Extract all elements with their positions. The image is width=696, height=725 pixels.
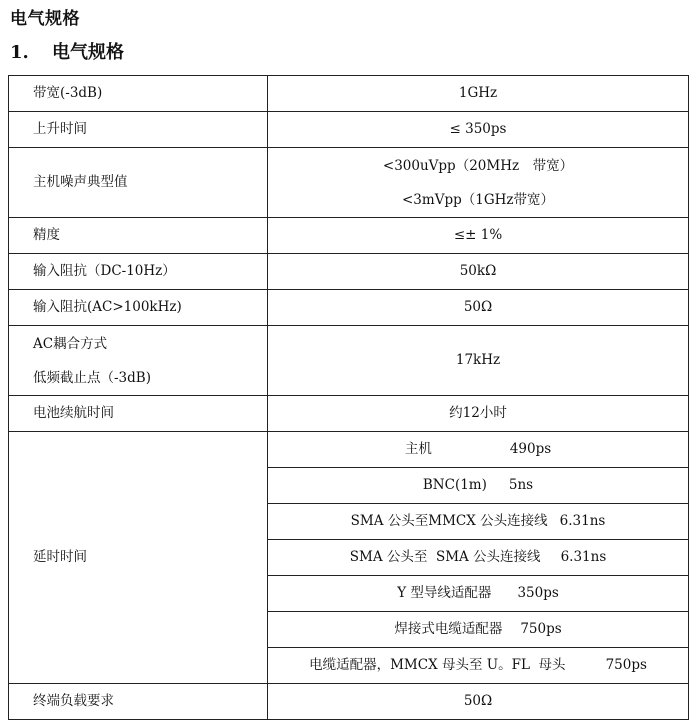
table-row: [9, 684, 689, 720]
delay-item-value: 6.31ns: [560, 549, 607, 565]
delay-item-value: 490ps: [509, 441, 552, 457]
delay-item: [268, 504, 689, 540]
delay-item: [268, 612, 689, 648]
table-row: [9, 254, 689, 290]
noise-value-20mhz: <300uVpp（20MHz 带宽）: [382, 157, 574, 174]
delay-item-name: 电缆适配器，MMCX 母头至 U。FL 母头: [309, 657, 566, 673]
row-label: 主机噪声典型值: [9, 148, 268, 218]
row-value: ≤ 350ps: [268, 112, 689, 148]
noise-value-1ghz: <3mVpp（1GHz带宽）: [402, 191, 554, 208]
delay-item-name: Y 型导线适配器: [397, 585, 492, 601]
delay-item: [268, 648, 689, 684]
section-title: 电气规格: [52, 42, 124, 63]
delay-item-name: 焊接式电缆适配器: [394, 621, 503, 637]
delay-item-name: SMA 公头至MMCX 公头连接线: [350, 513, 548, 529]
row-label: 电池续航时间: [9, 396, 268, 432]
delay-item-value: 750ps: [605, 657, 647, 673]
delay-label: 延时时间: [9, 432, 268, 684]
table-row: [9, 432, 689, 468]
delay-item-name: BNC(1m): [422, 477, 487, 493]
row-value: [268, 148, 689, 218]
spec-table: [8, 75, 689, 720]
row-value: 约12小时: [268, 396, 689, 432]
row-label: 上升时间: [9, 112, 268, 148]
delay-item-name: SMA 公头至 SMA 公头连接线: [349, 549, 541, 565]
delay-item: [268, 432, 689, 468]
section-heading: [10, 38, 124, 64]
table-row: [9, 76, 689, 112]
table-row: [9, 218, 689, 254]
row-label: 输入阻抗（DC-10Hz）: [9, 254, 268, 290]
table-row: [9, 112, 689, 148]
delay-item: [268, 576, 689, 612]
row-label: 输入阻抗(AC>100kHz): [9, 290, 268, 326]
delay-item-name: 主机: [404, 441, 432, 457]
table-row: [9, 148, 689, 218]
delay-item-value: 750ps: [520, 621, 562, 637]
row-value: 50Ω: [268, 290, 689, 326]
table-row: [9, 290, 689, 326]
delay-item-value: 5ns: [508, 477, 534, 493]
delay-item-value: 350ps: [517, 585, 559, 601]
row-label: 精度: [9, 218, 268, 254]
section-number: 1.: [10, 42, 29, 63]
row-label: [9, 326, 268, 396]
row-label: 终端负载要求: [9, 684, 268, 720]
row-value: 17kHz: [268, 326, 689, 396]
document-title: 电气规格: [10, 9, 80, 29]
delay-item: [268, 468, 689, 504]
delay-item-value: 6.31ns: [559, 513, 606, 529]
low-cutoff-label: 低频截止点（-3dB): [33, 369, 151, 386]
row-value: 1GHz: [268, 76, 689, 112]
table-row: [9, 326, 689, 396]
table-row: [9, 396, 689, 432]
row-label: 带宽(-3dB): [9, 76, 268, 112]
row-value: 50kΩ: [268, 254, 689, 290]
row-value: ≤± 1%: [268, 218, 689, 254]
row-value: 50Ω: [268, 684, 689, 720]
delay-item: [268, 540, 689, 576]
ac-coupling-label: AC耦合方式: [33, 335, 108, 352]
